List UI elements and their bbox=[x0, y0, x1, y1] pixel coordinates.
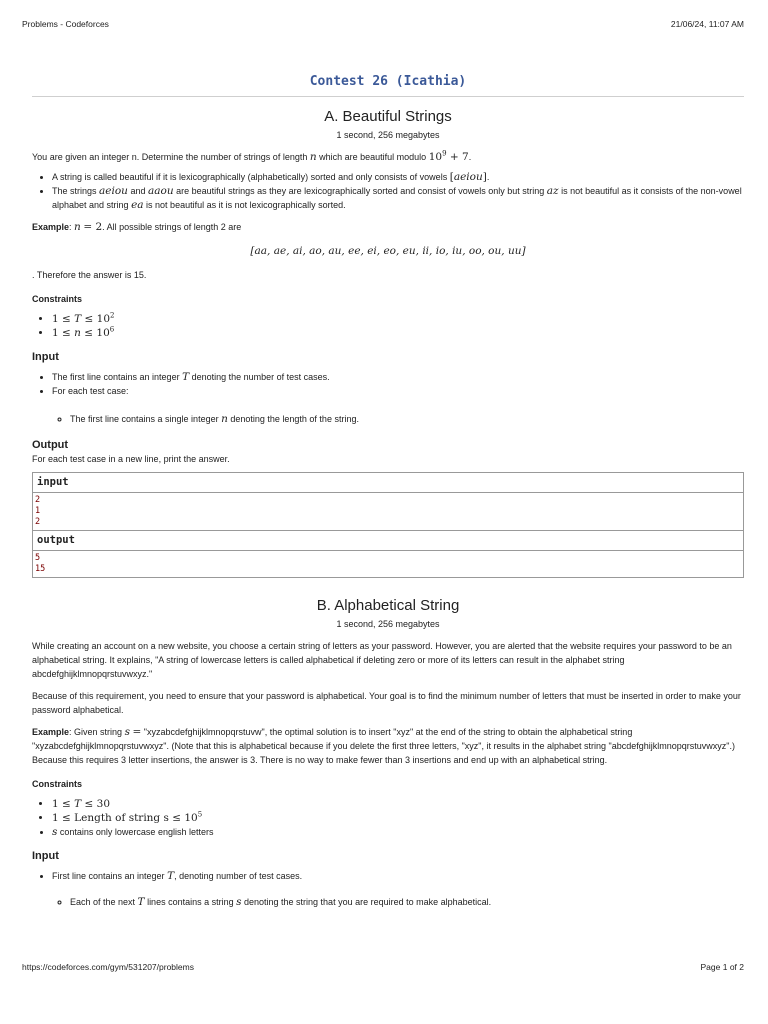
constraint-item: • 1 ≤ Length of string $s \le 10^5$ bbox=[52, 811, 744, 825]
problem-b-input-list bbox=[32, 869, 744, 909]
example-label: Example bbox=[32, 222, 70, 232]
problem-a-constraints-list bbox=[32, 312, 744, 340]
example-label: Example bbox=[32, 727, 70, 737]
input-subitem: ◦ The first line contains a single integer n denoting the length of the string. bbox=[70, 412, 744, 426]
problem-a-input-list bbox=[32, 370, 744, 426]
problem-b-constraints-list bbox=[32, 797, 744, 839]
problem-sheet bbox=[32, 70, 744, 948]
constraint-item: • 1 ≤ T ≤ 30 bbox=[52, 797, 744, 811]
print-footer bbox=[22, 962, 744, 976]
sample-output-header: output bbox=[33, 531, 743, 551]
input-item: • The first line contains an integer T denoting the number of test cases. bbox=[52, 370, 744, 384]
problem-b-limits: 1 second, 256 megabytes bbox=[336, 619, 440, 629]
problem-b-input-heading: Input bbox=[32, 850, 59, 862]
input-item: • For each test case: ◦ The first line contains a single integer n denoting the length of the string. bbox=[52, 384, 744, 426]
sample-input-line: 1 bbox=[35, 506, 41, 516]
problem-a-intro: You are given an integer n. Determine the number of strings of length n which are beautiful modulo $10^9 + 7$. bbox=[32, 149, 472, 163]
problem-a-output-heading: Output bbox=[32, 439, 69, 451]
print-header bbox=[22, 19, 744, 33]
constraint-item: • $1 \le n \le 10^6$ bbox=[52, 326, 744, 340]
contest-title: Contest 26 (Icathia) bbox=[32, 70, 744, 97]
print-header-title: Problems - Codeforces bbox=[22, 19, 109, 29]
sample-output-line: 15 bbox=[35, 564, 46, 574]
problem-a-constraints-heading: Constraints bbox=[32, 294, 83, 304]
problem-a-definition-item: • The strings aeiou and aaou are beautiful strings as they are lexicographically sorted and consist of vowels only but string az is not beautiful as it consists of the non-vowel alphabet and string ea is not beautiful as it is not lexicographically sorted. bbox=[52, 184, 744, 212]
problem-b-example: Example: Given string s = "xyzabcdefghijklmnopqrstuvw", the optimal solution is to insert "xyz" at the end of the string to obtain the alphabetical string "xyzabcdefghijklmnopqrstuvwxyz". (Note that this is alphabetical because if you delete the first three letters, "xyz", it results in the alphabet string "abcdefghijklmnopqrstuvwxyz".) Because this requires 3 letter insertions, the answer is 3. There is no way to make fewer than 3 insertions and end up with an alphabetical string. bbox=[32, 726, 735, 765]
sample-input-line: 2 bbox=[35, 517, 41, 527]
sample-input-body[interactable] bbox=[33, 493, 743, 531]
constraint-item: • $1 \le T \le 10^2$ bbox=[52, 312, 744, 326]
sample-input-line: 2 bbox=[35, 495, 41, 505]
problem-b-para-1: While creating an account on a new website, you choose a certain string of letters as your password. However, you are alerted that the website requires your password to be an alphabetical string. It explains, "A string of lowercase letters is called alphabetical if deleting zero or more of its letters can result in the alphabet string abcdefghijklmnopqrstuvwxyz." bbox=[32, 641, 732, 679]
input-subitem: ◦ Each of the next T lines contains a string s denoting the string that you are required to make alphabetical. bbox=[70, 895, 744, 909]
problem-a-example-result: . Therefore the answer is 15. bbox=[32, 270, 147, 280]
print-header-datetime: 21/06/24, 11:07 AM bbox=[670, 19, 744, 29]
problem-a-definition-list bbox=[32, 170, 744, 212]
problem-a-limits: 1 second, 256 megabytes bbox=[336, 130, 440, 140]
problem-a-definition-item: • A string is called beautiful if it is lexicographically (alphabetically) sorted and only consists of vowels [aeiou]. bbox=[52, 170, 744, 184]
print-footer-url: https://codeforces.com/gym/531207/problems bbox=[22, 962, 194, 972]
problem-b-constraints-heading: Constraints bbox=[32, 779, 83, 789]
problem-b-para-2: Because of this requirement, you need to ensure that your password is alphabetical. Your goal is to find the minimum number of letters that must be inserted in order to make your password alphabetical. bbox=[32, 691, 741, 715]
problem-a-example-display: [aa, ae, ai, ao, au, ee, ei, eo, eu, ii, io, iu, oo, ou, uu] bbox=[250, 245, 526, 257]
problem-a-input-heading: Input bbox=[32, 351, 59, 363]
print-footer-page-number: Page 1 of 2 bbox=[700, 962, 744, 972]
sample-output-body[interactable] bbox=[33, 551, 743, 577]
sample-output-line: 5 bbox=[35, 553, 41, 563]
problem-a-output-text: For each test case in a new line, print the answer. bbox=[32, 454, 230, 464]
input-item: • First line contains an integer T, denoting number of test cases. ◦ Each of the next T lines contains a string s denoting the string that you are required to make alphabetical. bbox=[52, 869, 744, 909]
problem-a-sample-test bbox=[32, 472, 744, 578]
problem-b-title: B. Alphabetical String bbox=[316, 597, 460, 614]
constraint-item: • s contains only lowercase english letters bbox=[52, 825, 744, 839]
problem-a-title: A. Beautiful Strings bbox=[324, 108, 452, 125]
problem-a-example: Example: n = 2. All possible strings of length 2 are bbox=[32, 221, 242, 233]
sample-input-header: input bbox=[33, 473, 743, 493]
